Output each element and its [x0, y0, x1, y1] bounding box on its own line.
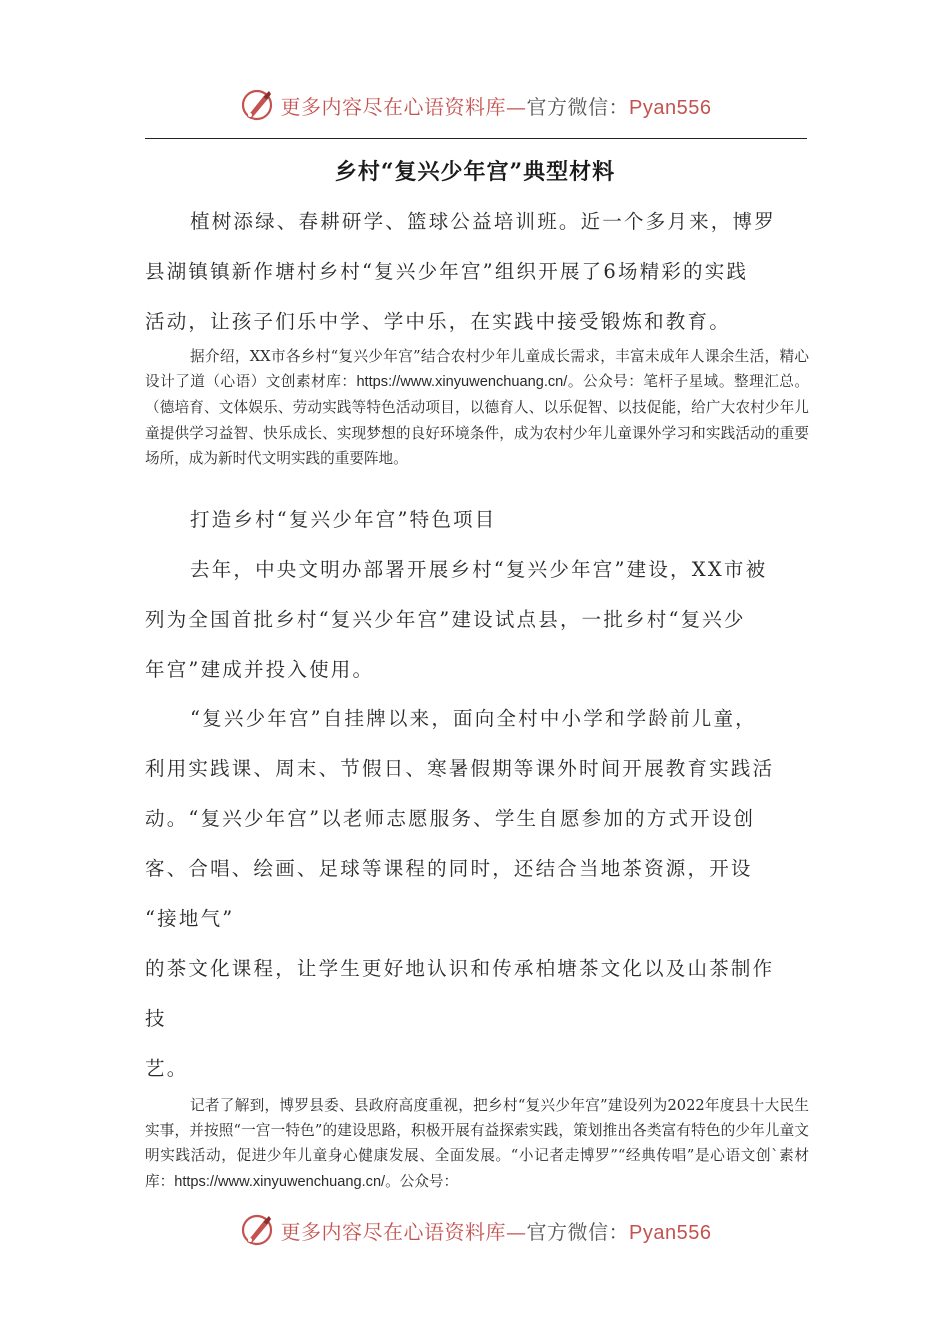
paragraph-text: 。公众号：笔杆子星域。整理汇总。（德培育、文体娱乐、劳动实践等特色活动项目，以德育人、以乐促智、以技促能，给广大农村少年儿童提供学习益智、快乐成长、实现梦想的良好环境条件，成为农村少年儿童课外学习和实践活动的重要场所，成为新时代文明实践的重要阵地。: [145, 373, 809, 467]
text-line: 列为全国首批乡村“复兴少年宫”建设试点县，一批乡村“复兴少: [145, 608, 746, 631]
banner-wechat-label: 官方微信：: [526, 94, 630, 119]
pilot-paragraph: [145, 545, 807, 695]
pen-logo-icon: [239, 1212, 275, 1248]
text-line: 动。“复兴少年宫”以老师志愿服务、学生自愿参加的方式开设创: [145, 807, 756, 830]
text-line: 技: [145, 1007, 167, 1030]
banner-dash: —: [506, 94, 527, 119]
heading-text: 打造乡村“复兴少年宫”特色项目: [190, 508, 497, 531]
header-banner: [0, 80, 950, 130]
banner-text: [281, 91, 712, 120]
text-line: 的茶文化课程，让学生更好地认识和传承柏塘茶文化以及山茶制作: [145, 957, 775, 980]
document-title: 乡村“复兴少年宫”典型材料: [334, 159, 616, 185]
resource-url: https://www.xinyuwenchuang.cn/: [174, 1173, 386, 1190]
text-line: “接地气”: [145, 907, 235, 930]
header-divider: [145, 138, 807, 139]
text-line: 活动，让孩子们乐中学、学中乐，在实践中接受锻炼和教育。: [145, 310, 731, 333]
section-heading: [145, 495, 807, 545]
banner-main-text: 更多内容尽在心语资料库: [280, 1219, 507, 1244]
pen-logo-icon: [239, 87, 275, 123]
text-line: 客、合唱、绘画、足球等课程的同时，还结合当地茶资源，开设: [145, 857, 753, 880]
banner-wechat-id: Pyan556: [629, 1221, 712, 1244]
text-line: 去年，中央文明办部署开展乡村“复兴少年宫”建设，XX市被: [190, 558, 768, 581]
reporter-paragraph: [145, 1093, 809, 1195]
text-line: 植树添绿、春耕研学、篮球公益培训班。近一个多月来，博罗: [190, 210, 776, 233]
paragraph-text: 记者了解到，博罗县委、县政府高度重视，把乡村“复兴少年宫”建设列为2022年度县十大民生实事，并按照“一宫一特色”的建设思路，积极开展有益探索实践，策划推出各类富有特色的少年儿童文明实践活动，促进少年儿童身心健康发展、全面发展。“小记者走博罗”“经典传唱”是心语文创`素材库：: [145, 1097, 809, 1190]
text-line: 县湖镇镇新作塘村乡村“复兴少年宫”组织开展了6场精彩的实践: [145, 260, 749, 283]
paragraph-text: 据介绍，XX市各乡村“复兴少年宫”结合农村少年儿童成长需求，丰富未成年人课余生活，精心设计了道（心语）文创素材库：: [145, 348, 809, 391]
text-line: “复兴少年宫”自挂牌以来，面向全村中小学和学龄前儿童，: [190, 707, 757, 730]
banner-wechat-label: 官方微信：: [526, 1219, 630, 1244]
banner-dash: —: [506, 1219, 527, 1244]
footer-banner: [0, 1205, 950, 1255]
text-line: 利用实践课、周末、节假日、寒暑假期等课外时间开展教育实践活: [145, 757, 775, 780]
text-line: 年宫”建成并投入使用。: [145, 658, 375, 681]
banner-wechat-id: Pyan556: [629, 96, 712, 119]
banner-text: [281, 1216, 712, 1245]
banner-main-text: 更多内容尽在心语资料库: [280, 94, 507, 119]
paragraph-text: 。公众号：: [385, 1172, 459, 1190]
text-line: 艺。: [145, 1057, 189, 1080]
intro-paragraph: [145, 197, 807, 347]
background-paragraph: [145, 344, 809, 471]
activities-paragraph: [145, 694, 807, 1094]
resource-url: https://www.xinyuwenchuang.cn/: [356, 374, 568, 391]
